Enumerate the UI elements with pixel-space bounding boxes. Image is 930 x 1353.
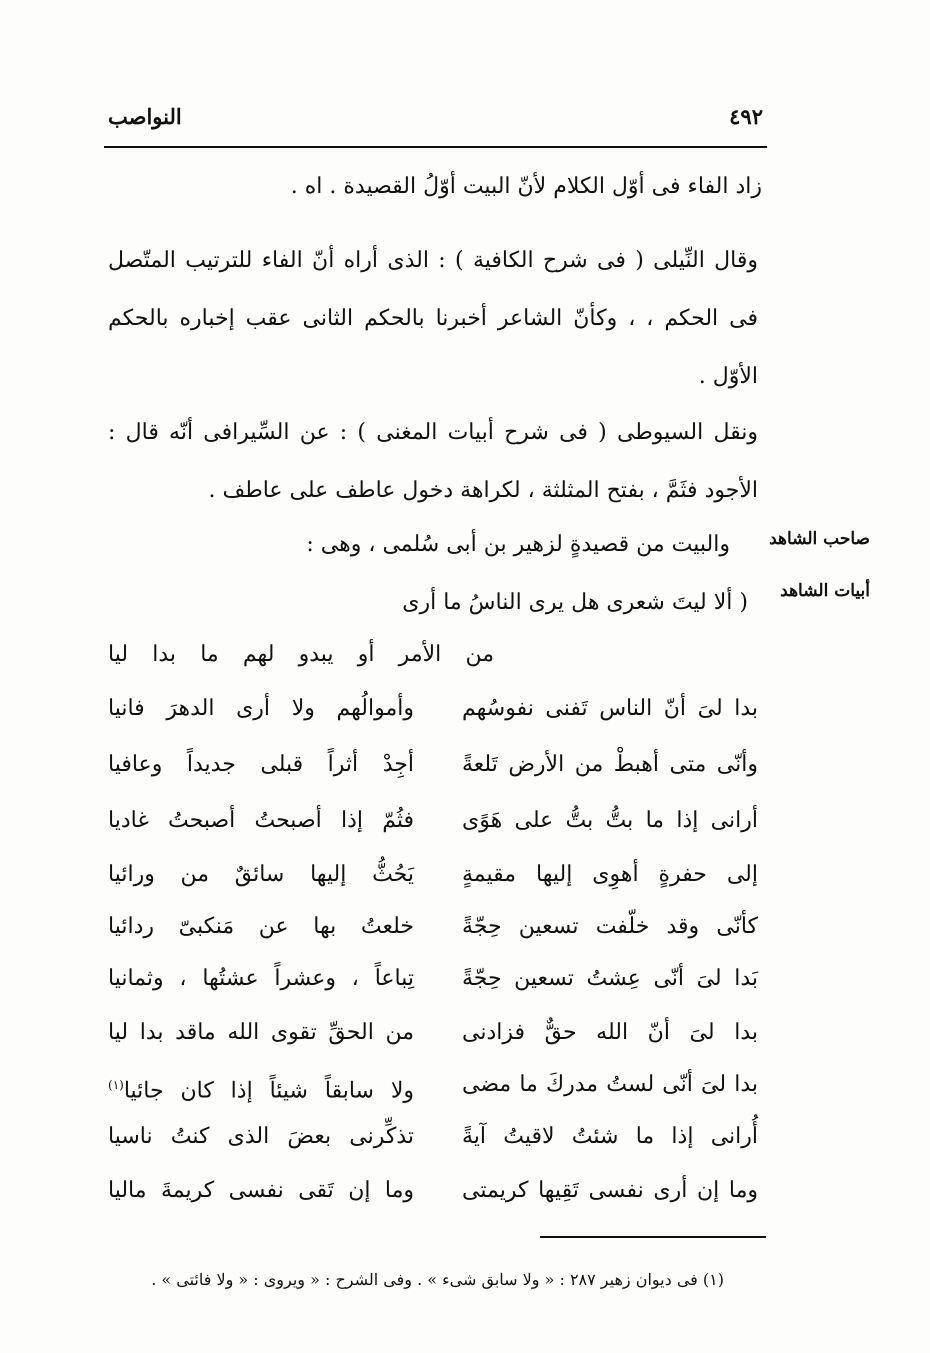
footnote: (١) فى ديوان زهير ٢٨٧ : « ولا سابق شىء » . وفى الشرح : « ويروى : « ولا فائتى » .	[151, 1270, 724, 1289]
verse-hemistich-text: ولا سابقاً شيئاً إذا كان جائيا	[123, 1078, 414, 1104]
verse-hemistich-second: فثُمّ إذا أصبحتُ أصبحتُ غاديا	[108, 808, 414, 833]
verse-hemistich-second: من الحقِّ تقوى الله ماقد بدا ليا	[108, 1020, 414, 1045]
verse-hemistich-first: إلى حفرةٍ أهوِى إليها مقيمةٍ	[462, 862, 758, 887]
verse-line	[108, 1004, 758, 1062]
verse-hemistich-first: بدا لىَ أنّى لستُ مدركَ ما مضى	[462, 1072, 758, 1097]
verse-hemistich-first: بدا لىَ أنّ الله حقٌّ فزادنى	[462, 1020, 758, 1045]
verse-line	[108, 846, 758, 904]
verse-hemistich-first: كأنّى وقد خلّفت تسعين حِجّةً	[462, 914, 758, 939]
paragraph-4: والبيت من قصيدةٍ لزهير بن أبى سُلمى ، وهى :	[306, 532, 730, 557]
verse-line	[108, 1162, 758, 1220]
verse-hemistich-first: بَدا لىَ أنّى عِشتُ تسعين حِجّةً	[462, 966, 758, 991]
paragraph-3: ونقل السيوطى ( فى شرح أبيات المغنى ) : عن السِّيرافى أنّه قال : الأجود فثَمَّ ، بفتح المثلثة ، لكراهة دخول عاطف على عاطف .	[108, 420, 758, 503]
footnote-marker: (١)	[108, 1078, 124, 1092]
verse-hemistich-first: وما إن أرى نفسى تَقِيها كريمتى	[462, 1178, 758, 1203]
verse-hemistich-second: أجِدْ أثراً قبلى جديداً وعافيا	[108, 752, 414, 777]
paragraph-1: زاد الفاء فى أوّل الكلام لأنّ البيت أوّلُ القصيدة . اه .	[290, 174, 762, 199]
page-header	[108, 104, 763, 138]
verse-hemistich-second: تِباعاً ، وعشراً عشتُها ، وثمانيا	[108, 966, 414, 991]
verse-hemistich-first: بدا لىَ أنّ الناس تَفنى نفوسُهم	[462, 696, 758, 721]
verse-line	[108, 736, 758, 794]
paragraph-2: وقال النِّيلى ( فى شرح الكافية ) : الذى أراه أنّ الفاء للترتيب المتّصل فى الحكم ، ، وكأنّ الشاعر أخبرنا بالحكم الثانى عقب إخباره بالحكم الأوّل .	[108, 248, 758, 389]
verse-line	[108, 950, 758, 1008]
page-number: ٤٩٢	[729, 104, 763, 129]
verse-hemistich-second: يَحُثُّ إليها سائقٌ من ورائيا	[108, 862, 414, 887]
margin-note-author: صاحب الشاهد	[769, 529, 870, 549]
running-title: النواصب	[108, 104, 182, 129]
verse-line	[108, 792, 758, 850]
first-verse-line2: من الأمر أو يبدو لهم ما بدا ليا	[108, 642, 494, 667]
verse-hemistich-second: وما إن تَقى نفسى كريمةَ ماليا	[108, 1178, 414, 1203]
verse-hemistich-first: أرانى إذا ما بتُّ بتُّ على هَوًى	[462, 808, 758, 833]
verse-line	[108, 1108, 758, 1166]
margin-note-verses: أبيات الشاهد	[780, 581, 870, 601]
footnote-divider	[540, 1236, 766, 1238]
verse-line	[108, 898, 758, 956]
first-verse-line1: ( ألا ليتَ شعرى هل يرى الناسُ ما أرى	[402, 590, 748, 615]
verse-hemistich-second: وأموالُهم ولا أرى الدهرَ فانيا	[108, 696, 414, 721]
verse-hemistich-second: خلعتُ بها عن مَنكبىّ ردائيا	[108, 914, 414, 939]
verse-line	[108, 1056, 758, 1114]
verse-hemistich-first: أُرانى إذا ما شئتُ لاقيتُ آيةً	[462, 1124, 758, 1149]
verse-hemistich-first: وأنّى متى أهبطْ من الأرض تَلعةً	[462, 752, 758, 777]
verse-hemistich-second: تذكِّرنى بعضَ الذى كنتُ ناسيا	[108, 1124, 414, 1149]
header-divider	[104, 146, 767, 148]
verse-line	[108, 680, 758, 738]
